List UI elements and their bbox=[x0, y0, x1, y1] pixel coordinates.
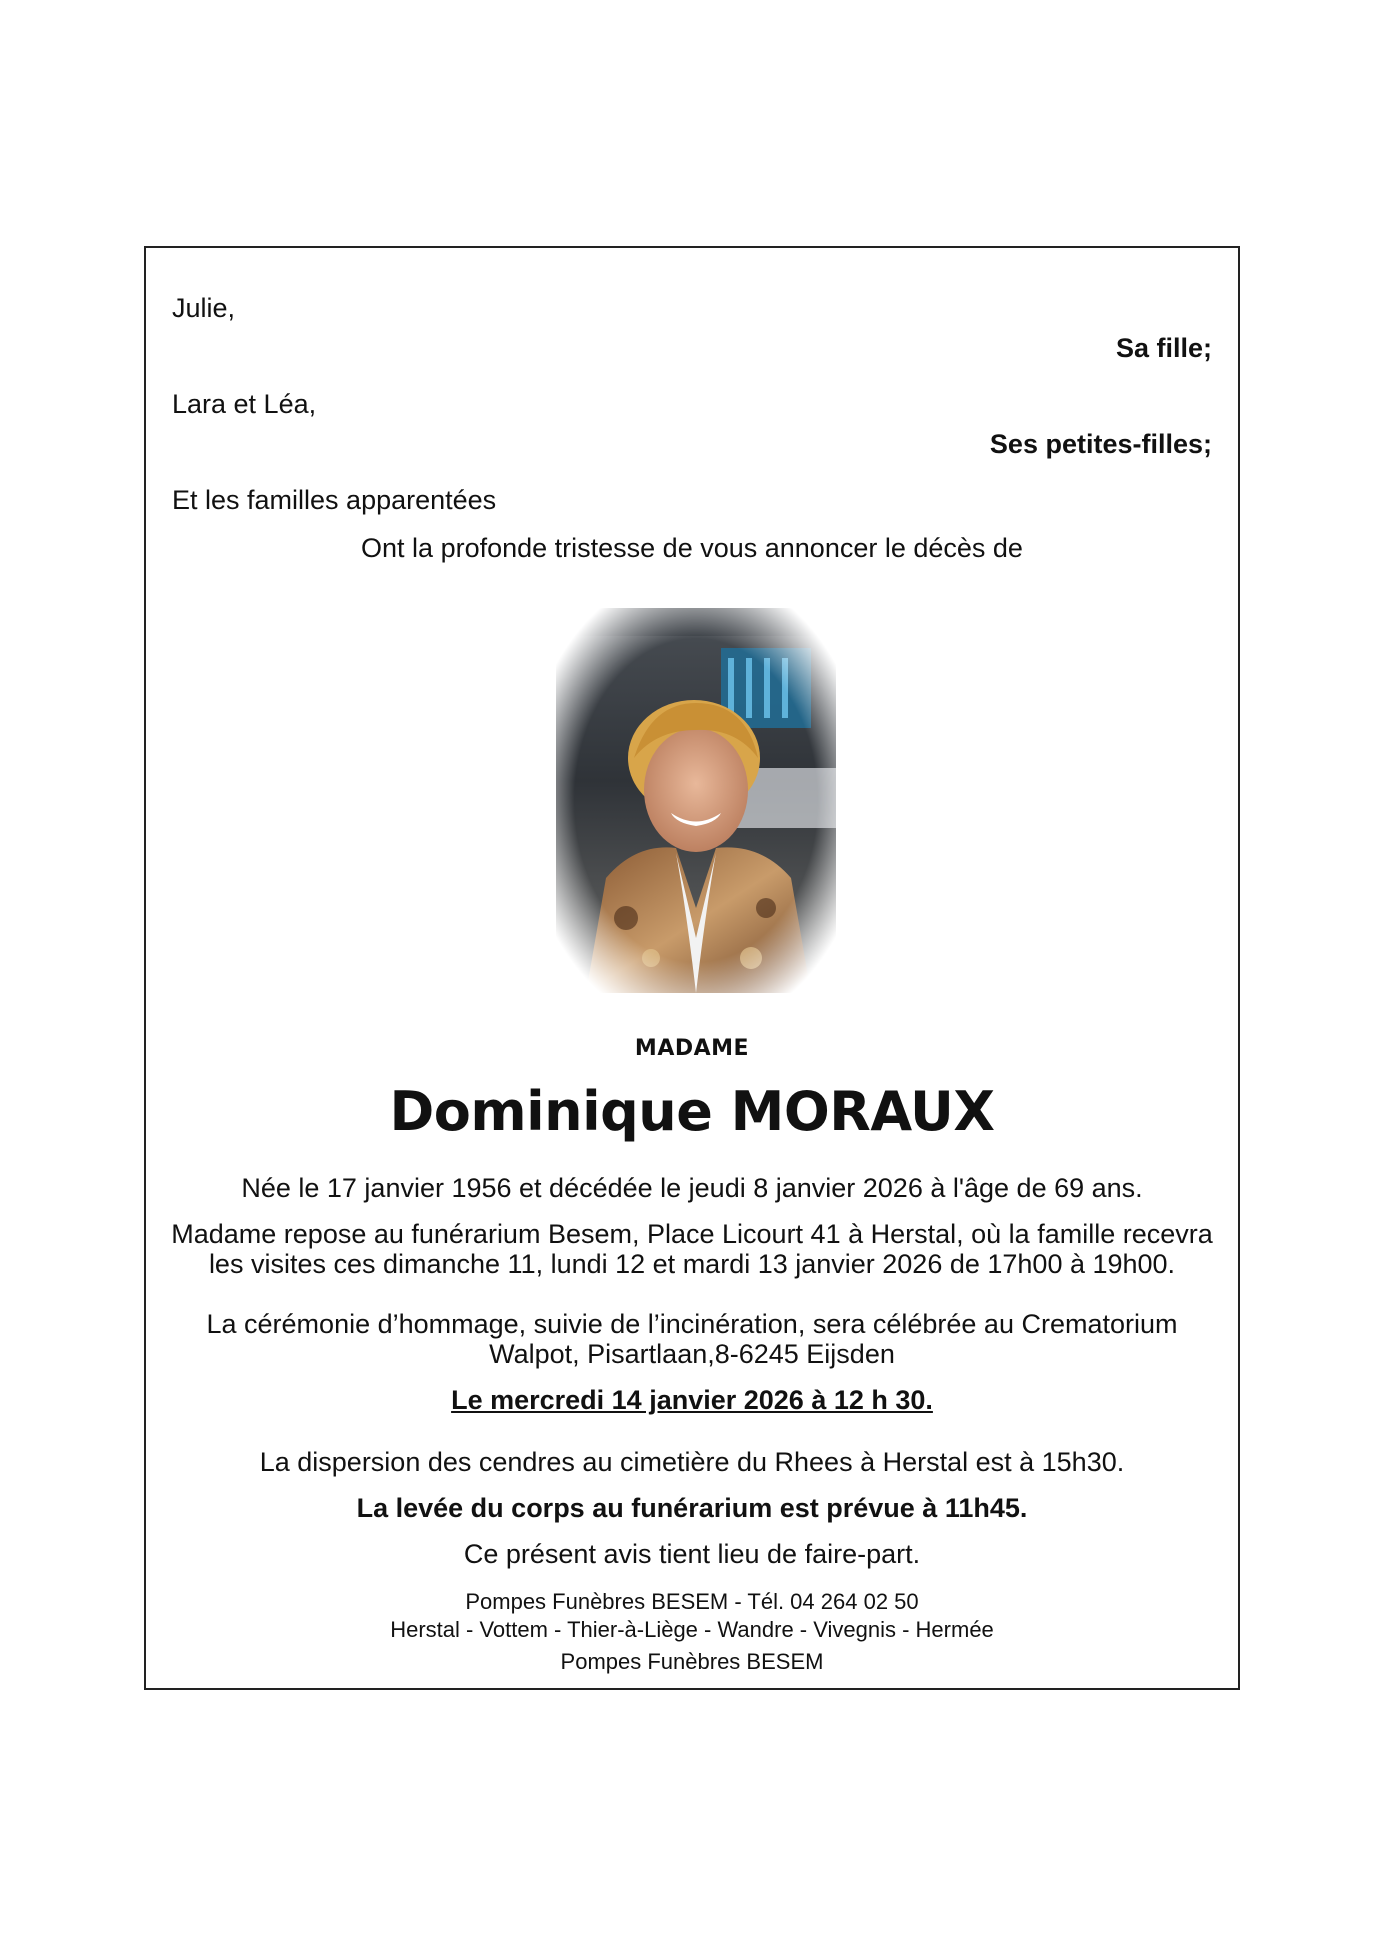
body-collection: La levée du corps au funérarium est prévue à 11h45. bbox=[356, 1493, 1028, 1523]
family-daughter-role: Sa fille; bbox=[1115, 333, 1212, 363]
ceremony-line-2: Walpot, Pisartlaan,8-6245 Eijsden bbox=[489, 1339, 895, 1369]
death-notice bbox=[144, 246, 1240, 1690]
funeral-home-name: Pompes Funèbres BESEM bbox=[560, 1649, 824, 1674]
faire-part-notice: Ce présent avis tient lieu de faire-part. bbox=[463, 1539, 921, 1569]
visitation-line-2: les visites ces dimanche 11, lundi 12 et mardi 13 janvier 2026 de 17h00 à 19h00. bbox=[208, 1249, 1176, 1279]
portrait-photo bbox=[556, 608, 836, 993]
deceased-name: Dominique MORAUX bbox=[389, 1080, 995, 1143]
family-granddaughters-role: Ses petites-filles; bbox=[989, 429, 1212, 459]
visitation-line-1: Madame repose au funérarium Besem, Place Licourt 41 à Herstal, où la famille recevra bbox=[171, 1219, 1213, 1249]
deceased-title: MADAME bbox=[634, 1036, 750, 1061]
funeral-home-contact: Pompes Funèbres BESEM - Tél. 04 264 02 50 bbox=[465, 1589, 919, 1614]
announcement-text: Ont la profonde tristesse de vous annoncer le décès de bbox=[361, 533, 1023, 563]
family-daughter-name: Julie, bbox=[172, 293, 236, 323]
family-granddaughters-names: Lara et Léa, bbox=[172, 389, 317, 419]
ash-dispersion: La dispersion des cendres au cimetière du Rhees à Herstal est à 15h30. bbox=[259, 1447, 1125, 1477]
ceremony-date: Le mercredi 14 janvier 2026 à 12 h 30. bbox=[451, 1385, 933, 1415]
family-relatives: Et les familles apparentées bbox=[172, 485, 497, 515]
funeral-home-locations: Herstal - Vottem - Thier-à-Liège - Wandre - Vivegnis - Hermée bbox=[390, 1617, 994, 1642]
ceremony-line-1: La cérémonie d’hommage, suivie de l’incinération, sera célébrée au Crematorium bbox=[206, 1309, 1178, 1339]
birth-death-dates: Née le 17 janvier 1956 et décédée le jeudi 8 janvier 2026 à l'âge de 69 ans. bbox=[241, 1173, 1143, 1203]
